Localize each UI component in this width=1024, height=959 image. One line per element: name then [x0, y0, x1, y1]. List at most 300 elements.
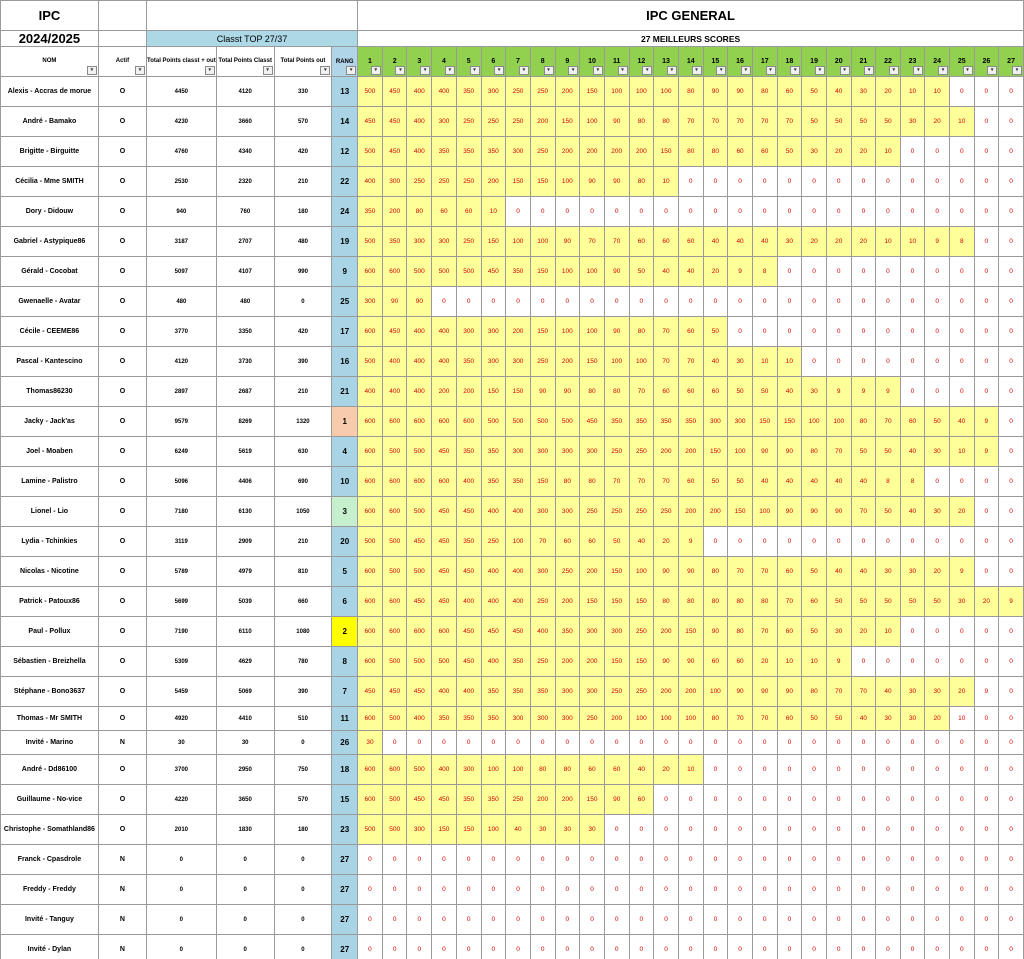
score-cell[interactable]: 0 — [974, 617, 999, 647]
score-cell[interactable]: 250 — [506, 107, 531, 137]
score-cell[interactable]: 80 — [629, 107, 654, 137]
total-classt-cell[interactable]: 4120 — [216, 77, 274, 107]
score-cell[interactable]: 20 — [876, 77, 901, 107]
score-cell[interactable]: 200 — [580, 137, 605, 167]
score-cell[interactable]: 60 — [703, 647, 728, 677]
score-cell[interactable]: 50 — [802, 107, 827, 137]
score-cell[interactable]: 40 — [654, 257, 679, 287]
score-cell[interactable]: 450 — [407, 677, 432, 707]
score-cell[interactable]: 450 — [432, 527, 457, 557]
score-cell[interactable]: 350 — [358, 197, 383, 227]
score-cell[interactable]: 0 — [555, 287, 580, 317]
score-cell[interactable]: 0 — [555, 935, 580, 959]
score-cell[interactable]: 70 — [654, 467, 679, 497]
score-cell[interactable]: 150 — [629, 587, 654, 617]
score-column-header[interactable] — [456, 47, 481, 77]
score-cell[interactable]: 9 — [876, 377, 901, 407]
total-out-cell[interactable]: 750 — [274, 755, 332, 785]
score-cell[interactable]: 70 — [654, 347, 679, 377]
score-cell[interactable]: 450 — [506, 617, 531, 647]
score-cell[interactable]: 350 — [506, 647, 531, 677]
score-cell[interactable]: 0 — [999, 815, 1024, 845]
score-cell[interactable]: 30 — [900, 557, 925, 587]
score-cell[interactable]: 40 — [900, 497, 925, 527]
score-cell[interactable]: 600 — [432, 617, 457, 647]
score-cell[interactable]: 40 — [777, 467, 802, 497]
score-cell[interactable]: 100 — [629, 347, 654, 377]
actif-cell[interactable]: O — [98, 617, 146, 647]
filter-dropdown-icon[interactable]: ▾ — [840, 66, 850, 75]
score-cell[interactable]: 0 — [974, 845, 999, 875]
score-cell[interactable]: 150 — [580, 347, 605, 377]
score-cell[interactable]: 100 — [678, 707, 703, 731]
score-cell[interactable]: 450 — [382, 107, 407, 137]
score-cell[interactable]: 0 — [999, 677, 1024, 707]
score-cell[interactable]: 30 — [580, 815, 605, 845]
score-cell[interactable]: 0 — [949, 905, 974, 935]
total-classt-cell[interactable]: 30 — [216, 731, 274, 755]
actif-cell[interactable]: O — [98, 197, 146, 227]
score-cell[interactable]: 0 — [456, 875, 481, 905]
filter-dropdown-icon[interactable]: ▾ — [642, 66, 652, 75]
score-cell[interactable]: 40 — [678, 257, 703, 287]
score-cell[interactable]: 60 — [703, 377, 728, 407]
score-cell[interactable]: 500 — [382, 707, 407, 731]
score-cell[interactable]: 0 — [851, 287, 876, 317]
total-classt-cell[interactable]: 5069 — [216, 677, 274, 707]
score-cell[interactable]: 10 — [876, 227, 901, 257]
score-cell[interactable]: 500 — [382, 557, 407, 587]
score-cell[interactable]: 60 — [654, 227, 679, 257]
score-cell[interactable]: 300 — [604, 617, 629, 647]
score-cell[interactable]: 450 — [407, 785, 432, 815]
score-cell[interactable]: 450 — [481, 257, 506, 287]
score-cell[interactable]: 60 — [777, 617, 802, 647]
score-cell[interactable]: 90 — [703, 617, 728, 647]
player-name-cell[interactable]: Gérald - Cocobat — [1, 257, 99, 287]
score-cell[interactable]: 350 — [432, 137, 457, 167]
score-cell[interactable]: 0 — [752, 845, 777, 875]
score-cell[interactable]: 200 — [555, 587, 580, 617]
score-cell[interactable]: 350 — [456, 707, 481, 731]
score-cell[interactable]: 450 — [358, 107, 383, 137]
score-cell[interactable]: 350 — [481, 437, 506, 467]
score-cell[interactable]: 0 — [999, 407, 1024, 437]
score-cell[interactable]: 60 — [777, 77, 802, 107]
score-cell[interactable]: 200 — [678, 437, 703, 467]
score-cell[interactable]: 600 — [358, 467, 383, 497]
score-cell[interactable]: 600 — [456, 407, 481, 437]
score-cell[interactable]: 0 — [358, 875, 383, 905]
score-cell[interactable]: 20 — [974, 587, 999, 617]
score-cell[interactable]: 50 — [703, 317, 728, 347]
score-cell[interactable]: 500 — [407, 257, 432, 287]
score-cell[interactable]: 0 — [481, 845, 506, 875]
score-cell[interactable]: 50 — [900, 587, 925, 617]
score-cell[interactable]: 350 — [604, 407, 629, 437]
score-cell[interactable]: 90 — [728, 677, 753, 707]
score-cell[interactable]: 200 — [530, 107, 555, 137]
score-cell[interactable]: 100 — [752, 497, 777, 527]
total-out-cell[interactable]: 1080 — [274, 617, 332, 647]
score-cell[interactable]: 300 — [555, 677, 580, 707]
score-cell[interactable]: 400 — [481, 647, 506, 677]
score-cell[interactable]: 70 — [678, 107, 703, 137]
score-cell[interactable]: 0 — [949, 167, 974, 197]
score-cell[interactable]: 0 — [802, 731, 827, 755]
score-cell[interactable]: 400 — [456, 587, 481, 617]
rank-cell[interactable]: 5 — [332, 557, 358, 587]
score-cell[interactable]: 0 — [703, 785, 728, 815]
score-cell[interactable]: 0 — [876, 875, 901, 905]
score-cell[interactable]: 150 — [555, 107, 580, 137]
score-cell[interactable]: 500 — [481, 407, 506, 437]
score-cell[interactable]: 80 — [851, 407, 876, 437]
score-cell[interactable]: 450 — [407, 527, 432, 557]
score-cell[interactable]: 350 — [481, 707, 506, 731]
score-cell[interactable]: 9 — [974, 677, 999, 707]
score-cell[interactable]: 80 — [802, 437, 827, 467]
score-column-header[interactable] — [481, 47, 506, 77]
score-cell[interactable]: 0 — [654, 785, 679, 815]
player-name-cell[interactable]: Jacky - Jack'as — [1, 407, 99, 437]
score-cell[interactable]: 90 — [604, 167, 629, 197]
score-cell[interactable]: 50 — [925, 407, 950, 437]
score-cell[interactable]: 0 — [925, 785, 950, 815]
score-cell[interactable]: 100 — [604, 77, 629, 107]
score-cell[interactable]: 200 — [481, 167, 506, 197]
score-cell[interactable]: 0 — [925, 377, 950, 407]
score-cell[interactable]: 350 — [382, 227, 407, 257]
score-cell[interactable]: 0 — [382, 845, 407, 875]
score-cell[interactable]: 0 — [629, 845, 654, 875]
score-cell[interactable]: 500 — [382, 647, 407, 677]
score-cell[interactable]: 0 — [777, 905, 802, 935]
score-cell[interactable]: 0 — [900, 137, 925, 167]
score-cell[interactable]: 300 — [580, 677, 605, 707]
score-cell[interactable]: 300 — [506, 137, 531, 167]
score-cell[interactable]: 0 — [999, 167, 1024, 197]
score-cell[interactable]: 40 — [752, 227, 777, 257]
rank-cell[interactable]: 27 — [332, 905, 358, 935]
score-cell[interactable]: 0 — [407, 731, 432, 755]
score-cell[interactable]: 0 — [752, 875, 777, 905]
score-cell[interactable]: 10 — [752, 347, 777, 377]
score-cell[interactable]: 30 — [728, 347, 753, 377]
filter-dropdown-icon[interactable]: ▾ — [263, 66, 273, 75]
score-cell[interactable]: 60 — [678, 317, 703, 347]
score-cell[interactable]: 500 — [358, 227, 383, 257]
score-cell[interactable]: 0 — [900, 377, 925, 407]
rank-cell[interactable]: 2 — [332, 617, 358, 647]
score-cell[interactable]: 60 — [678, 227, 703, 257]
score-cell[interactable]: 20 — [925, 557, 950, 587]
score-cell[interactable]: 350 — [481, 785, 506, 815]
total-all-cell[interactable]: 2010 — [146, 815, 216, 845]
score-cell[interactable]: 0 — [851, 875, 876, 905]
score-cell[interactable]: 100 — [555, 317, 580, 347]
score-cell[interactable]: 0 — [925, 935, 950, 959]
score-cell[interactable]: 200 — [654, 677, 679, 707]
score-cell[interactable]: 0 — [752, 935, 777, 959]
total-out-cell[interactable]: 390 — [274, 677, 332, 707]
empty-cell[interactable] — [146, 1, 357, 31]
score-cell[interactable]: 0 — [876, 287, 901, 317]
actif-cell[interactable]: O — [98, 467, 146, 497]
actif-cell[interactable]: N — [98, 935, 146, 959]
score-cell[interactable]: 90 — [752, 437, 777, 467]
score-cell[interactable]: 0 — [999, 437, 1024, 467]
score-cell[interactable]: 0 — [974, 107, 999, 137]
score-cell[interactable]: 0 — [728, 527, 753, 557]
score-cell[interactable]: 10 — [481, 197, 506, 227]
score-cell[interactable]: 450 — [432, 437, 457, 467]
score-cell[interactable]: 0 — [974, 647, 999, 677]
score-cell[interactable]: 0 — [826, 347, 851, 377]
score-cell[interactable]: 0 — [580, 935, 605, 959]
score-cell[interactable]: 600 — [432, 407, 457, 437]
score-cell[interactable]: 0 — [999, 137, 1024, 167]
score-cell[interactable]: 600 — [358, 647, 383, 677]
filter-dropdown-icon[interactable]: ▾ — [205, 66, 215, 75]
score-cell[interactable]: 0 — [752, 815, 777, 845]
score-cell[interactable]: 70 — [826, 677, 851, 707]
score-cell[interactable]: 0 — [802, 317, 827, 347]
score-cell[interactable]: 100 — [654, 77, 679, 107]
score-cell[interactable]: 0 — [949, 377, 974, 407]
filter-dropdown-icon[interactable]: ▾ — [716, 66, 726, 75]
score-cell[interactable]: 0 — [900, 845, 925, 875]
score-cell[interactable]: 60 — [728, 137, 753, 167]
ipc-general-title[interactable]: IPC GENERAL — [358, 1, 1024, 31]
score-cell[interactable]: 0 — [506, 935, 531, 959]
player-name-cell[interactable]: Invité - Marino — [1, 731, 99, 755]
score-cell[interactable]: 20 — [851, 137, 876, 167]
total-classt-cell[interactable]: 2909 — [216, 527, 274, 557]
score-cell[interactable]: 90 — [654, 557, 679, 587]
total-classt-cell[interactable]: 2950 — [216, 755, 274, 785]
score-cell[interactable]: 8 — [949, 227, 974, 257]
score-cell[interactable]: 90 — [604, 257, 629, 287]
score-cell[interactable]: 0 — [999, 845, 1024, 875]
rank-cell[interactable]: 9 — [332, 257, 358, 287]
score-cell[interactable]: 0 — [703, 815, 728, 845]
total-all-cell[interactable]: 4760 — [146, 137, 216, 167]
score-cell[interactable]: 0 — [777, 845, 802, 875]
score-cell[interactable]: 0 — [999, 257, 1024, 287]
filter-dropdown-icon[interactable]: ▾ — [494, 66, 504, 75]
score-cell[interactable]: 400 — [432, 677, 457, 707]
score-cell[interactable]: 500 — [407, 497, 432, 527]
rank-cell[interactable]: 27 — [332, 875, 358, 905]
score-cell[interactable]: 0 — [974, 707, 999, 731]
score-cell[interactable]: 400 — [407, 317, 432, 347]
score-cell[interactable]: 50 — [604, 527, 629, 557]
score-cell[interactable]: 40 — [826, 77, 851, 107]
score-cell[interactable]: 0 — [999, 77, 1024, 107]
player-name-cell[interactable]: Guillaume - No-vice — [1, 785, 99, 815]
header-total-out[interactable] — [274, 47, 332, 77]
actif-cell[interactable]: O — [98, 497, 146, 527]
score-cell[interactable]: 0 — [900, 785, 925, 815]
score-cell[interactable]: 0 — [358, 905, 383, 935]
score-cell[interactable]: 600 — [358, 317, 383, 347]
score-cell[interactable]: 250 — [604, 437, 629, 467]
total-out-cell[interactable]: 1050 — [274, 497, 332, 527]
score-cell[interactable]: 0 — [703, 287, 728, 317]
score-cell[interactable]: 300 — [506, 707, 531, 731]
score-cell[interactable]: 0 — [604, 935, 629, 959]
score-cell[interactable]: 60 — [580, 755, 605, 785]
score-cell[interactable]: 90 — [678, 557, 703, 587]
score-cell[interactable]: 0 — [876, 317, 901, 347]
score-cell[interactable]: 0 — [555, 845, 580, 875]
total-all-cell[interactable]: 7180 — [146, 497, 216, 527]
filter-dropdown-icon[interactable]: ▾ — [320, 66, 330, 75]
score-cell[interactable]: 70 — [752, 107, 777, 137]
score-cell[interactable]: 400 — [358, 377, 383, 407]
score-cell[interactable]: 0 — [629, 875, 654, 905]
player-name-cell[interactable]: Sébastien - Breizhella — [1, 647, 99, 677]
score-cell[interactable]: 400 — [407, 377, 432, 407]
total-out-cell[interactable]: 0 — [274, 935, 332, 959]
score-cell[interactable]: 500 — [432, 647, 457, 677]
score-cell[interactable]: 70 — [752, 617, 777, 647]
total-out-cell[interactable]: 210 — [274, 377, 332, 407]
score-cell[interactable]: 0 — [876, 815, 901, 845]
score-cell[interactable]: 250 — [629, 497, 654, 527]
score-cell[interactable]: 150 — [481, 377, 506, 407]
score-cell[interactable]: 200 — [703, 497, 728, 527]
total-classt-cell[interactable]: 2320 — [216, 167, 274, 197]
score-cell[interactable]: 0 — [382, 731, 407, 755]
score-column-header[interactable] — [900, 47, 925, 77]
score-cell[interactable]: 90 — [728, 77, 753, 107]
actif-cell[interactable]: N — [98, 905, 146, 935]
score-cell[interactable]: 0 — [949, 197, 974, 227]
score-cell[interactable]: 0 — [802, 755, 827, 785]
score-cell[interactable]: 0 — [974, 905, 999, 935]
score-cell[interactable]: 600 — [382, 497, 407, 527]
score-cell[interactable]: 200 — [382, 197, 407, 227]
player-name-cell[interactable]: Nicolas - Nicotine — [1, 557, 99, 587]
score-cell[interactable]: 50 — [802, 707, 827, 731]
score-cell[interactable]: 30 — [777, 227, 802, 257]
score-cell[interactable]: 300 — [506, 347, 531, 377]
score-cell[interactable]: 0 — [654, 875, 679, 905]
score-cell[interactable]: 600 — [358, 785, 383, 815]
score-column-header[interactable] — [604, 47, 629, 77]
score-cell[interactable]: 100 — [530, 227, 555, 257]
score-cell[interactable]: 0 — [530, 935, 555, 959]
score-cell[interactable]: 50 — [752, 377, 777, 407]
score-cell[interactable]: 0 — [456, 287, 481, 317]
score-cell[interactable]: 400 — [407, 347, 432, 377]
total-classt-cell[interactable]: 1830 — [216, 815, 274, 845]
rank-cell[interactable]: 22 — [332, 167, 358, 197]
score-cell[interactable]: 150 — [703, 437, 728, 467]
score-cell[interactable]: 0 — [925, 347, 950, 377]
player-name-cell[interactable]: Invité - Tanguy — [1, 905, 99, 935]
score-cell[interactable]: 0 — [752, 527, 777, 557]
score-cell[interactable]: 0 — [900, 257, 925, 287]
score-cell[interactable]: 30 — [925, 437, 950, 467]
total-out-cell[interactable]: 0 — [274, 731, 332, 755]
score-cell[interactable]: 0 — [925, 137, 950, 167]
total-classt-cell[interactable]: 0 — [216, 845, 274, 875]
score-cell[interactable]: 0 — [876, 731, 901, 755]
score-cell[interactable]: 150 — [481, 227, 506, 257]
score-cell[interactable]: 80 — [752, 77, 777, 107]
score-cell[interactable]: 0 — [974, 497, 999, 527]
score-cell[interactable]: 20 — [925, 107, 950, 137]
total-classt-cell[interactable]: 0 — [216, 875, 274, 905]
score-cell[interactable]: 400 — [456, 467, 481, 497]
score-cell[interactable]: 200 — [506, 317, 531, 347]
season-label[interactable]: 2024/2025 — [1, 31, 99, 47]
score-cell[interactable]: 450 — [432, 785, 457, 815]
player-name-cell[interactable]: Cécile - CEEME86 — [1, 317, 99, 347]
score-cell[interactable]: 0 — [999, 377, 1024, 407]
score-cell[interactable]: 30 — [358, 731, 383, 755]
score-cell[interactable]: 80 — [678, 137, 703, 167]
score-cell[interactable]: 80 — [728, 617, 753, 647]
header-rang[interactable] — [332, 47, 358, 77]
classt-top-label[interactable]: Classt TOP 27/37 — [146, 31, 357, 47]
score-cell[interactable]: 0 — [949, 785, 974, 815]
score-cell[interactable]: 300 — [481, 77, 506, 107]
score-cell[interactable]: 0 — [703, 527, 728, 557]
total-all-cell[interactable]: 5459 — [146, 677, 216, 707]
score-column-header[interactable] — [407, 47, 432, 77]
score-cell[interactable]: 500 — [382, 785, 407, 815]
score-cell[interactable]: 100 — [506, 527, 531, 557]
player-name-cell[interactable]: Lamine - Palistro — [1, 467, 99, 497]
score-cell[interactable]: 0 — [777, 167, 802, 197]
score-cell[interactable]: 30 — [900, 707, 925, 731]
player-name-cell[interactable]: Invité - Dylan — [1, 935, 99, 959]
score-cell[interactable]: 0 — [876, 347, 901, 377]
score-cell[interactable]: 50 — [851, 587, 876, 617]
score-cell[interactable]: 0 — [949, 647, 974, 677]
score-cell[interactable]: 70 — [678, 347, 703, 377]
score-cell[interactable]: 0 — [826, 875, 851, 905]
total-out-cell[interactable]: 990 — [274, 257, 332, 287]
score-cell[interactable]: 0 — [851, 167, 876, 197]
score-cell[interactable]: 500 — [382, 815, 407, 845]
player-name-cell[interactable]: Paul - Pollux — [1, 617, 99, 647]
score-column-header[interactable] — [654, 47, 679, 77]
score-cell[interactable]: 0 — [678, 197, 703, 227]
score-cell[interactable]: 0 — [999, 197, 1024, 227]
score-cell[interactable]: 250 — [530, 77, 555, 107]
total-classt-cell[interactable]: 0 — [216, 905, 274, 935]
score-cell[interactable]: 350 — [481, 677, 506, 707]
score-cell[interactable]: 0 — [826, 785, 851, 815]
filter-dropdown-icon[interactable]: ▾ — [593, 66, 603, 75]
score-cell[interactable]: 20 — [949, 497, 974, 527]
score-cell[interactable]: 40 — [826, 467, 851, 497]
score-cell[interactable]: 600 — [358, 257, 383, 287]
score-cell[interactable]: 0 — [974, 755, 999, 785]
score-cell[interactable]: 50 — [826, 587, 851, 617]
score-cell[interactable]: 50 — [826, 707, 851, 731]
score-cell[interactable]: 70 — [851, 677, 876, 707]
filter-dropdown-icon[interactable]: ▾ — [135, 66, 145, 75]
rank-cell[interactable]: 10 — [332, 467, 358, 497]
total-all-cell[interactable]: 0 — [146, 935, 216, 959]
score-cell[interactable]: 250 — [580, 707, 605, 731]
